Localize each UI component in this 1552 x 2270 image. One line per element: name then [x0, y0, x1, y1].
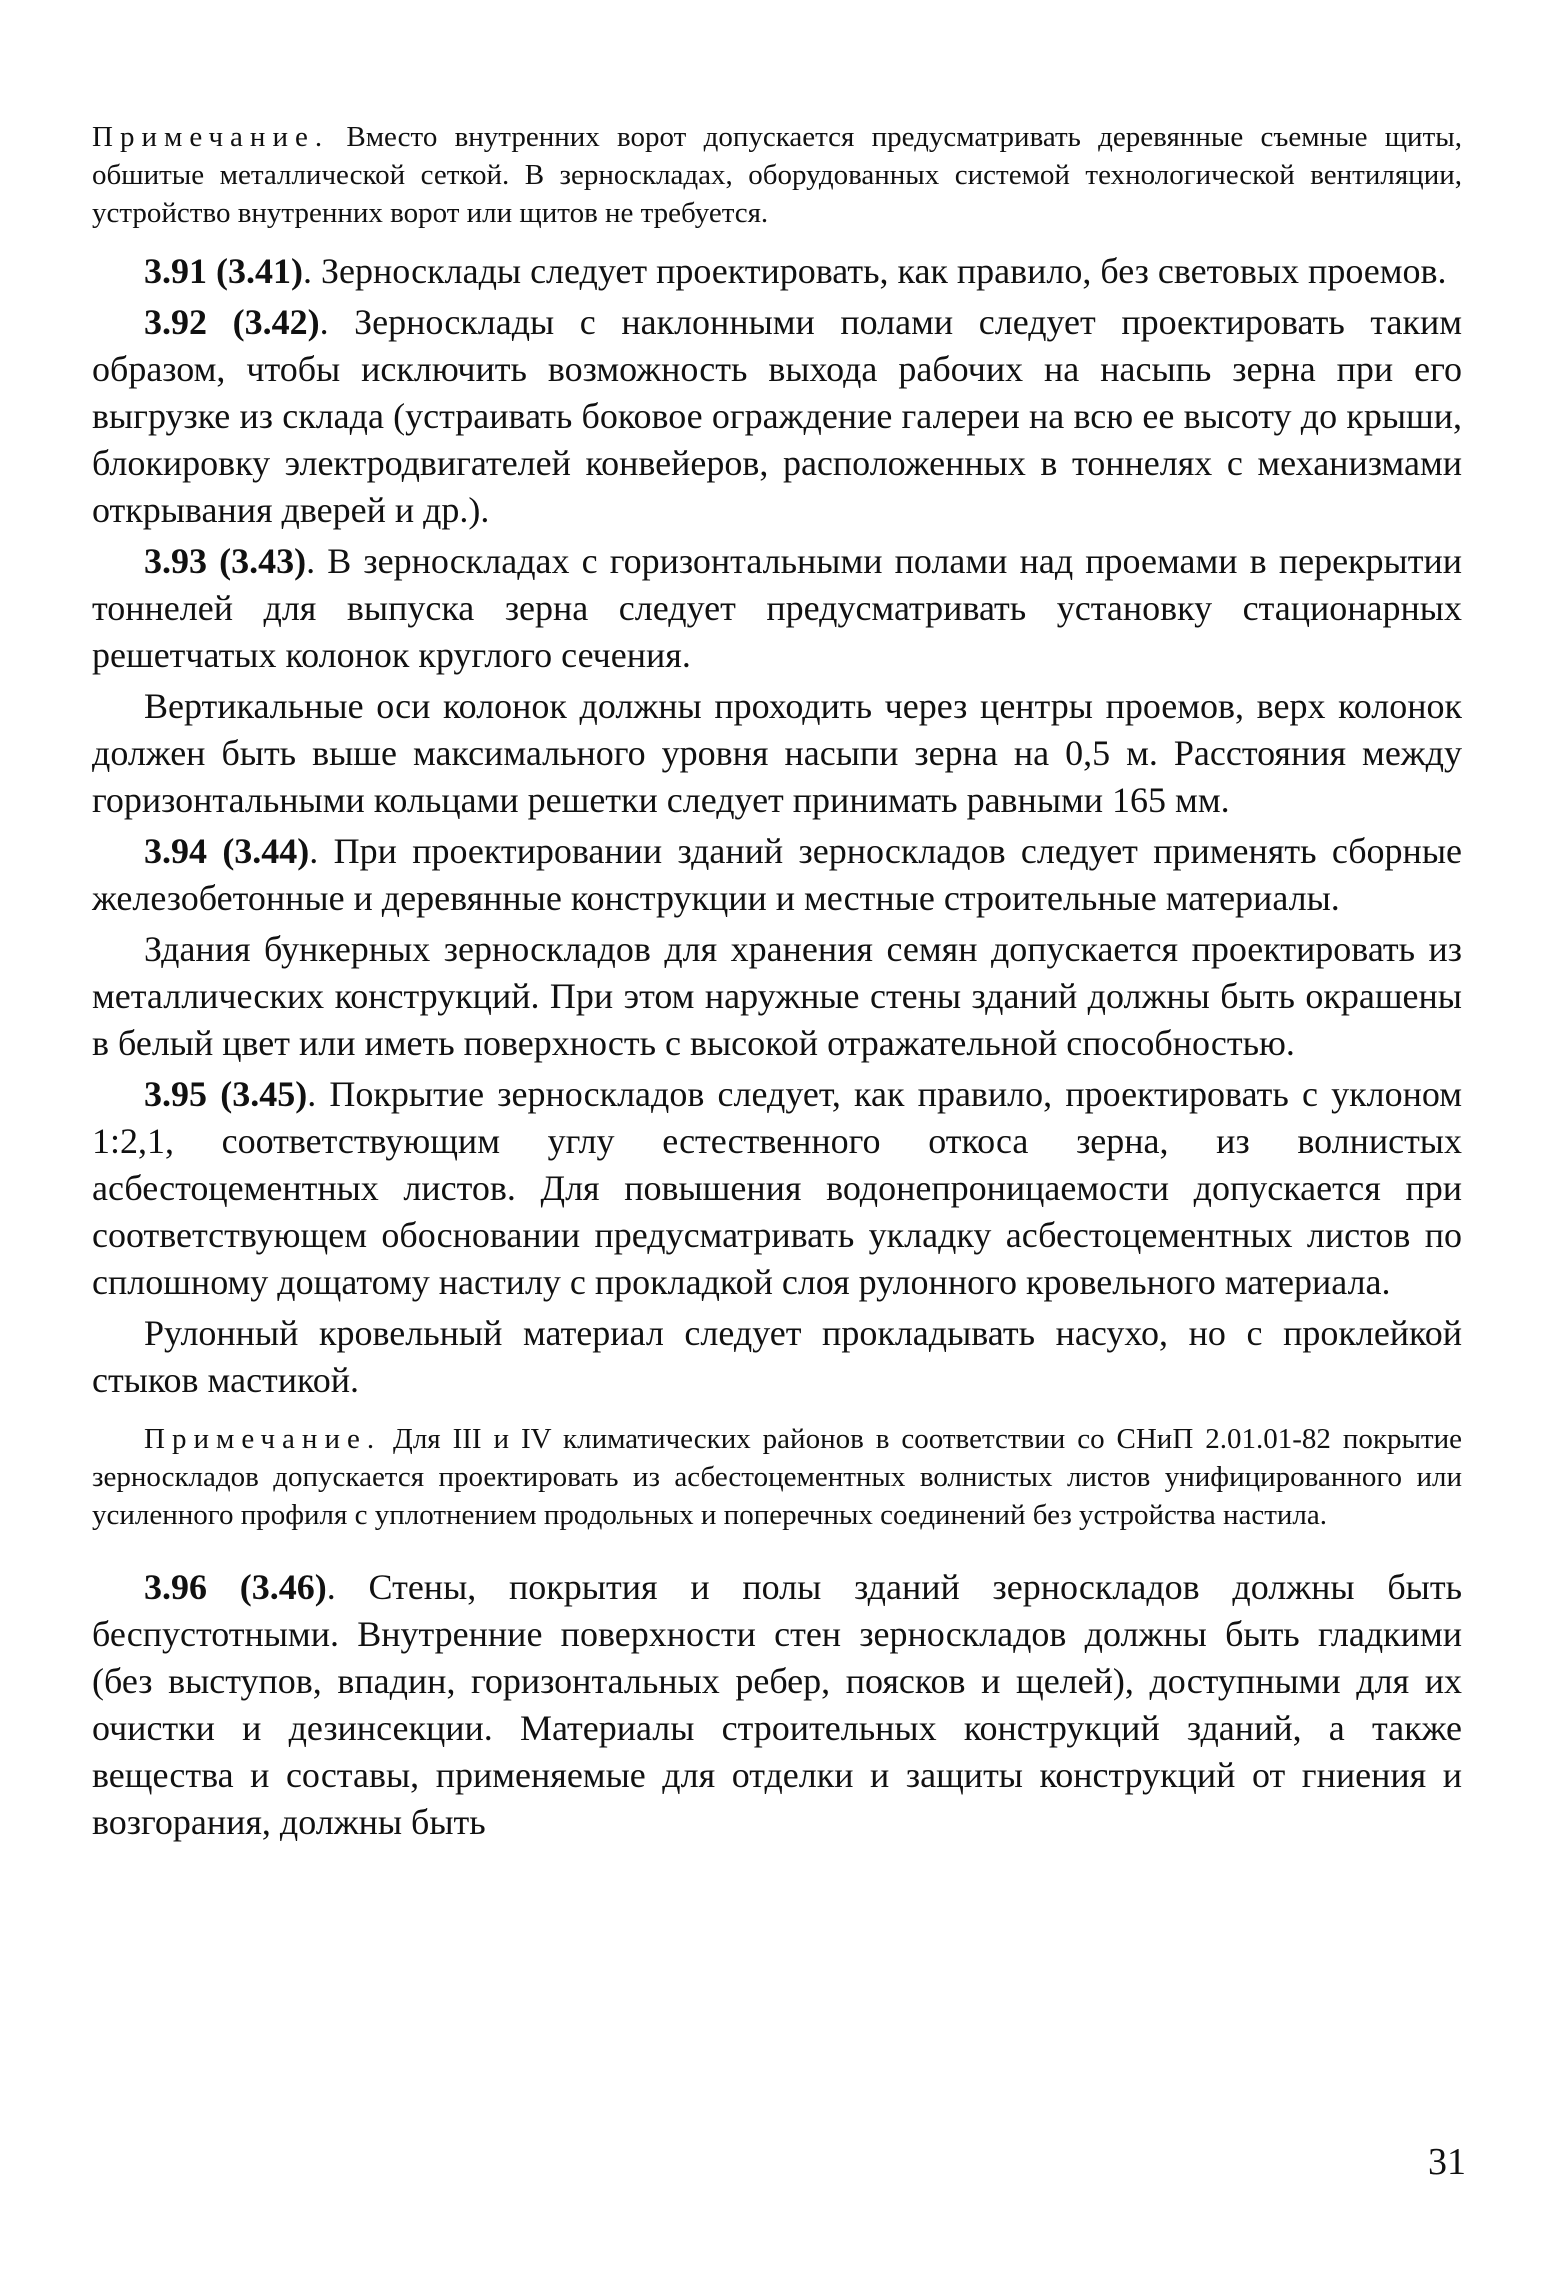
paragraph-text: Вертикальные оси колонок должны проходить через центры проемов, верх колонок должен быть выше максимального уровня насыпи зерна на 0,5 м. Расстояния между горизонтальными кольцами решетки следует принимать равными 165 мм.	[92, 686, 1462, 820]
clause-number: 3.93 (3.43)	[144, 541, 307, 581]
clause-number: 3.95 (3.45)	[144, 1074, 308, 1114]
paragraph-3-96	[92, 1564, 1462, 1846]
paragraph-text: . Покрытие зерноскладов следует, как правило, проектировать с уклоном 1:2,1, соответствующим углу естественного откоса зерна, из волнистых асбестоцементных листов. Для повышения водонепроницаемости допускается при соответствующем обосновании предусматривать укладку асбестоцементных листов по сплошному дощатому настилу с прокладкой слоя рулонного кровельного материала.	[92, 1074, 1462, 1302]
note-middle	[92, 1420, 1462, 1534]
note-text: Для III и IV климатических районов в соответствии со СНиП 2.01.01-82 покрытие зерноскладов допускается проектировать из асбестоцементных волнистых листов унифицированного или усиленного профиля с уплотнением продольных и поперечных соединений без устройства настила.	[92, 1423, 1462, 1531]
paragraph-3-93	[92, 538, 1462, 679]
paragraph-text: . Стены, покрытия и полы зданий зерноскладов должны быть беспустотными. Внутренние поверхности стен зерноскладов должны быть гладкими (без выступов, впадин, горизонтальных ребер, поясков и щелей), доступными для их очистки и дезинсекции. Материалы строительных конструкций зданий, а также вещества и составы, применяемые для отделки и защиты конструкций от гниения и возгорания, должны быть	[92, 1567, 1462, 1842]
page-number: 31	[1428, 2141, 1466, 2183]
paragraph-text: . В зерноскладах с горизонтальными полами над проемами в перекрытии тоннелей для выпуска зерна следует предусматривать установку стационарных решетчатых колонок круглого сечения.	[92, 541, 1462, 675]
paragraph-text: Рулонный кровельный материал следует прокладывать насухо, но с проклейкой стыков мастикой.	[92, 1313, 1462, 1400]
clause-number: 3.94 (3.44)	[144, 831, 310, 871]
paragraph-3-94-cont	[92, 926, 1462, 1067]
paragraph-3-95-cont	[92, 1310, 1462, 1404]
paragraph-3-93-cont	[92, 683, 1462, 824]
clause-number: 3.92 (3.42)	[144, 302, 320, 342]
paragraph-text: Здания бункерных зерноскладов для хранения семян допускается проектировать из металлических конструкций. При этом наружные стены зданий должны быть окрашены в белый цвет или иметь поверхность с высокой отражательной способностью.	[92, 929, 1462, 1063]
note-label: Примечание.	[92, 121, 330, 153]
note-top	[92, 118, 1462, 232]
paragraph-3-92	[92, 299, 1462, 534]
note-label: Примечание.	[144, 1423, 382, 1455]
paragraph-text: . Зерносклады с наклонными полами следует проектировать таким образом, чтобы исключить возможность выхода рабочих на насыпь зерна при его выгрузке из склада (устраивать боковое ограждение галереи на всю ее высоту до крыши, блокировку электродвигателей конвейеров, расположенных в тоннелях с механизмами открывания дверей и др.).	[92, 302, 1463, 530]
paragraph-3-94	[92, 828, 1462, 922]
clause-number: 3.91 (3.41)	[144, 251, 303, 291]
clause-number: 3.96 (3.46)	[144, 1567, 327, 1607]
paragraph-3-95	[92, 1071, 1462, 1306]
paragraph-text: . При проектировании зданий зерноскладов следует применять сборные железобетонные и деревянные конструкции и местные строительные материалы.	[92, 831, 1462, 918]
paragraph-text: . Зерносклады следует проектировать, как правило, без световых проемов.	[302, 251, 1447, 291]
note-text: Вместо внутренних ворот допускается предусматривать деревянные съемные щиты, обшитые металлической сеткой. В зерноскладах, оборудованных системой технологической вентиляции, устройство внутренних ворот или щитов не требуется.	[92, 121, 1462, 229]
paragraph-3-91	[92, 248, 1462, 295]
document-page	[92, 118, 1462, 1846]
